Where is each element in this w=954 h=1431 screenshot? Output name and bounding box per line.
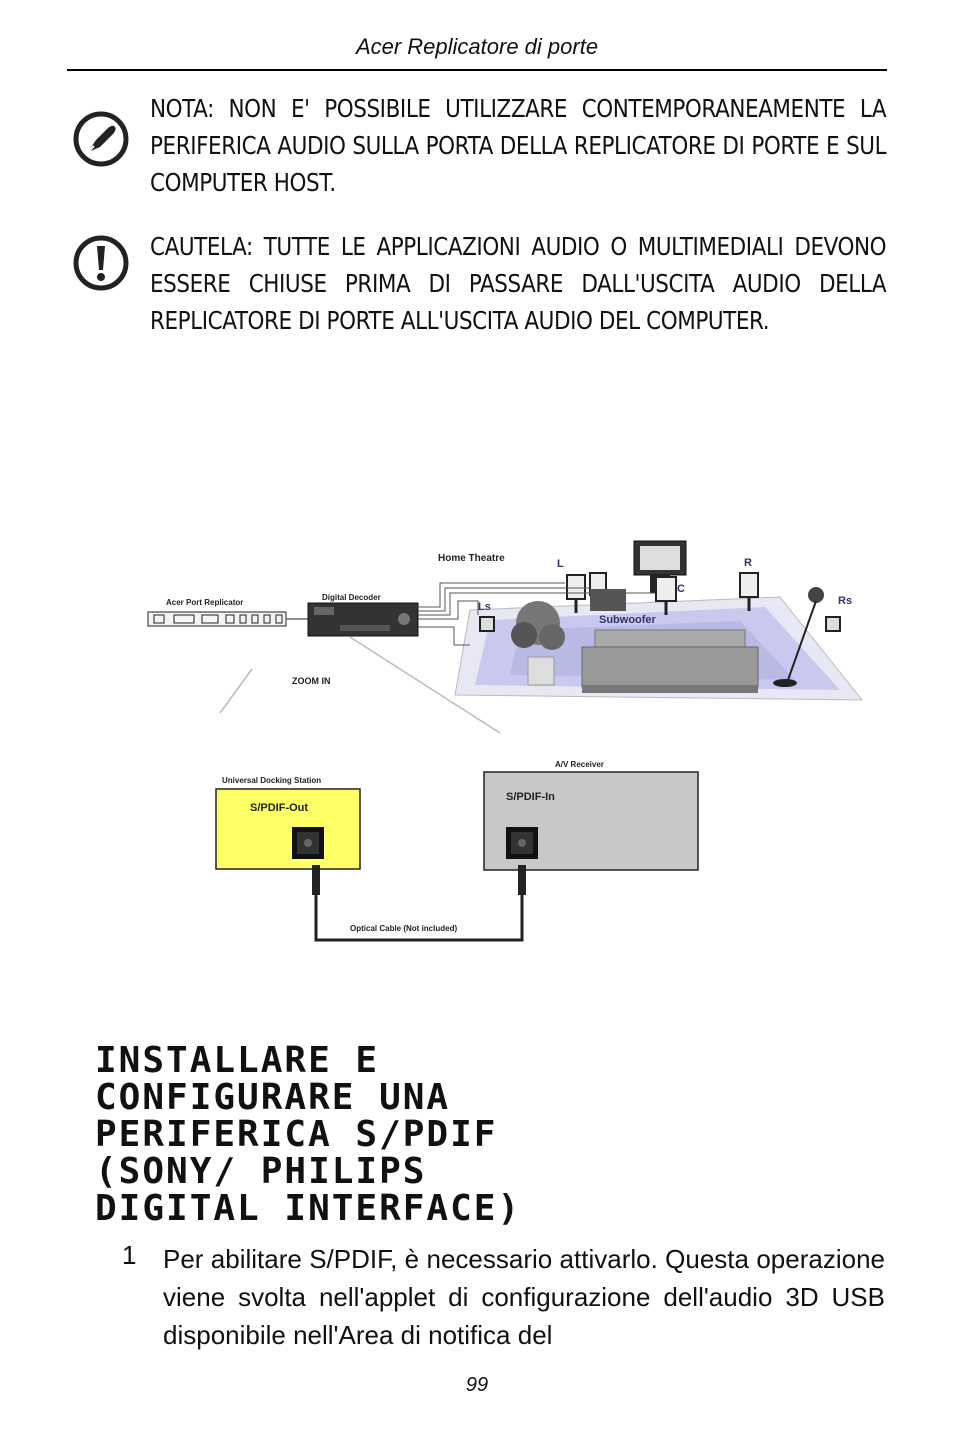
note-text: NOTA: NON E' POSSIBILE UTILIZZARE CONTEMPORANEAMENTE LA PERIFERICA AUDIO SULLA PORTA DELLA REPLICATORE DI PORTE E SUL COMPUTER HOST. — [150, 94, 887, 197]
header-rule — [67, 69, 887, 71]
heading-line: (SONY/ PHILIPS — [95, 1151, 427, 1192]
speaker-c-label: C — [677, 583, 685, 595]
digital-decoder-device — [308, 603, 418, 636]
step-text: Per abilitare S/PDIF, è necessario attivarlo. Questa operazione viene svolta nell'applet di configurazione dell'audio 3D USB disponibile nell'Area di notifica del — [163, 1244, 885, 1350]
step-number: 1 — [122, 1240, 137, 1270]
sofa-icon — [582, 630, 758, 693]
heading-line: PERIFERICA S/PDIF — [95, 1114, 498, 1155]
running-header: Acer Replicatore di porte — [355, 34, 599, 59]
speaker-ls-label: Ls — [478, 601, 491, 613]
port-replicator-device — [148, 612, 286, 626]
spdif-in-port-icon — [506, 827, 538, 859]
pen-note-icon — [72, 110, 130, 168]
zoom-in-label: ZOOM IN — [292, 676, 331, 686]
subwoofer-label: Subwoofer — [599, 614, 656, 626]
heading-line: INSTALLARE E — [95, 1040, 380, 1081]
caution-text: CAUTELA: TUTTE LE APPLICAZIONI AUDIO O MULTIMEDIALI DEVONO ESSERE CHIUSE PRIMA DI PASSARE DALL'USCITA AUDIO DELLA REPLICATORE DI PORTE ALL'USCITA AUDIO DEL COMPUTER. — [150, 232, 887, 335]
optical-cable-label: Optical Cable (Not included) — [350, 924, 458, 933]
spdif-in-label: S/PDIF-In — [506, 791, 555, 803]
port-replicator-label: Acer Port Replicator — [166, 598, 244, 607]
heading-line: DIGITAL INTERFACE) — [95, 1188, 522, 1229]
spdif-connection-diagram — [140, 535, 870, 950]
docking-station-box — [216, 789, 360, 869]
spdif-out-port-icon — [292, 827, 324, 859]
speaker-r-label: R — [744, 557, 752, 569]
speaker-rs-label: Rs — [838, 595, 853, 607]
spdif-out-label: S/PDIF-Out — [250, 802, 309, 814]
heading-line: CONFIGURARE UNA — [95, 1077, 451, 1118]
home-theatre-label: Home Theatre — [438, 553, 505, 564]
speaker-l-label: L — [557, 558, 564, 570]
docking-station-label: Universal Docking Station — [222, 776, 322, 785]
page-number: 99 — [465, 1374, 489, 1396]
caution-icon — [72, 234, 130, 292]
zoom-line-left — [220, 669, 252, 713]
digital-decoder-label: Digital Decoder — [322, 593, 381, 602]
section-heading — [95, 1042, 895, 1227]
av-receiver-label: A/V Receiver — [555, 760, 604, 769]
